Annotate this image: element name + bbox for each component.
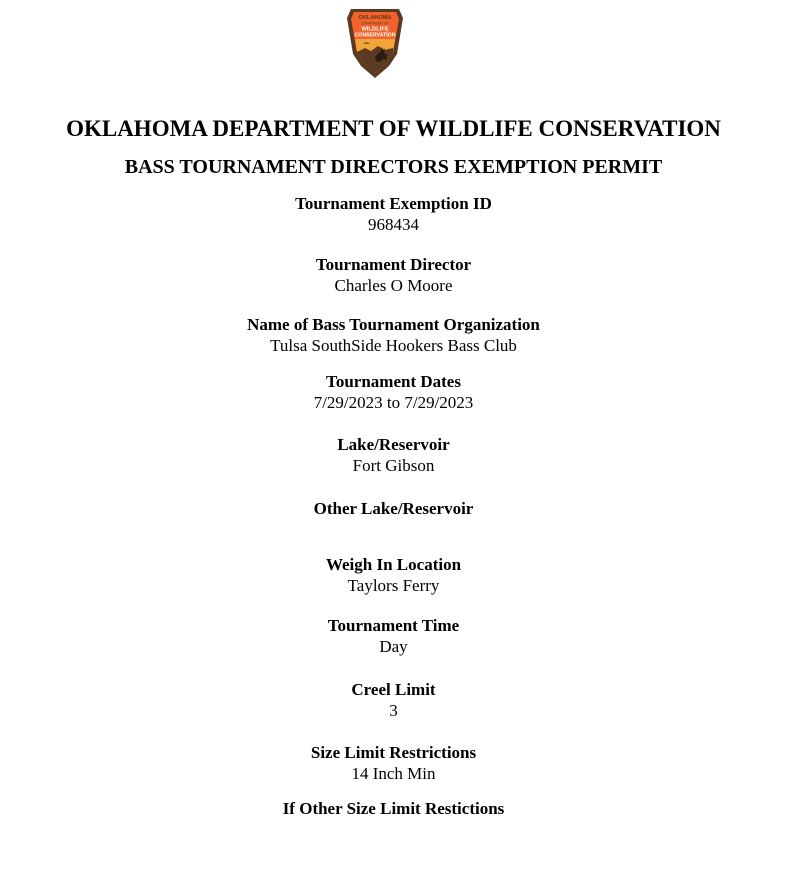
- field-weigh-in-location: [0, 554, 787, 596]
- field-other-size-limit-restrictions: [0, 798, 787, 840]
- field-label: Name of Bass Tournament Organization: [247, 315, 540, 334]
- odwc-logo: [345, 6, 405, 80]
- logo-text-department: DEPARTMENT OF: [361, 21, 389, 26]
- field-tournament-dates: [0, 371, 787, 413]
- field-label: Tournament Time: [327, 616, 460, 635]
- field-value: Fort Gibson: [352, 456, 435, 475]
- logo-text-conservation: CONSERVATION: [354, 32, 396, 39]
- field-label: Tournament Exemption ID: [295, 194, 492, 213]
- field-value: Taylors Ferry: [347, 576, 440, 595]
- field-label: Size Limit Restrictions: [310, 743, 477, 762]
- field-value: Charles O Moore: [334, 276, 453, 295]
- field-value: Tulsa SouthSide Hookers Bass Club: [270, 336, 517, 355]
- logo-text-wildlife: WILDLIFE: [361, 26, 389, 33]
- field-organization-name: [0, 314, 787, 356]
- field-lake-reservoir: [0, 434, 787, 476]
- field-creel-limit: [0, 679, 787, 721]
- field-value: 14 Inch Min: [351, 764, 436, 783]
- field-value: [0, 519, 787, 540]
- page-title: OKLAHOMA DEPARTMENT OF WILDLIFE CONSERVATION: [66, 116, 721, 141]
- field-tournament-director: [0, 254, 787, 296]
- field-label: Tournament Dates: [326, 372, 461, 391]
- page-subtitle: BASS TOURNAMENT DIRECTORS EXEMPTION PERMIT: [124, 156, 663, 178]
- logo-text-oklahoma: OKLAHOMA: [358, 15, 392, 21]
- field-label: If Other Size Limit Restictions: [282, 799, 505, 818]
- field-value: Day: [379, 637, 408, 656]
- field-tournament-exemption-id: [0, 193, 787, 235]
- field-size-limit-restrictions: [0, 742, 787, 784]
- field-label: Lake/Reservoir: [337, 435, 450, 454]
- field-label: Weigh In Location: [325, 555, 462, 574]
- field-value: 7/29/2023 to 7/29/2023: [313, 393, 474, 412]
- field-tournament-time: [0, 615, 787, 657]
- field-value: [0, 819, 787, 840]
- field-label: Creel Limit: [351, 680, 436, 699]
- field-label: Tournament Director: [315, 255, 472, 274]
- field-label: Other Lake/Reservoir: [313, 499, 474, 518]
- field-value: 3: [389, 701, 398, 720]
- field-value: 968434: [368, 215, 419, 234]
- field-other-lake-reservoir: [0, 498, 787, 540]
